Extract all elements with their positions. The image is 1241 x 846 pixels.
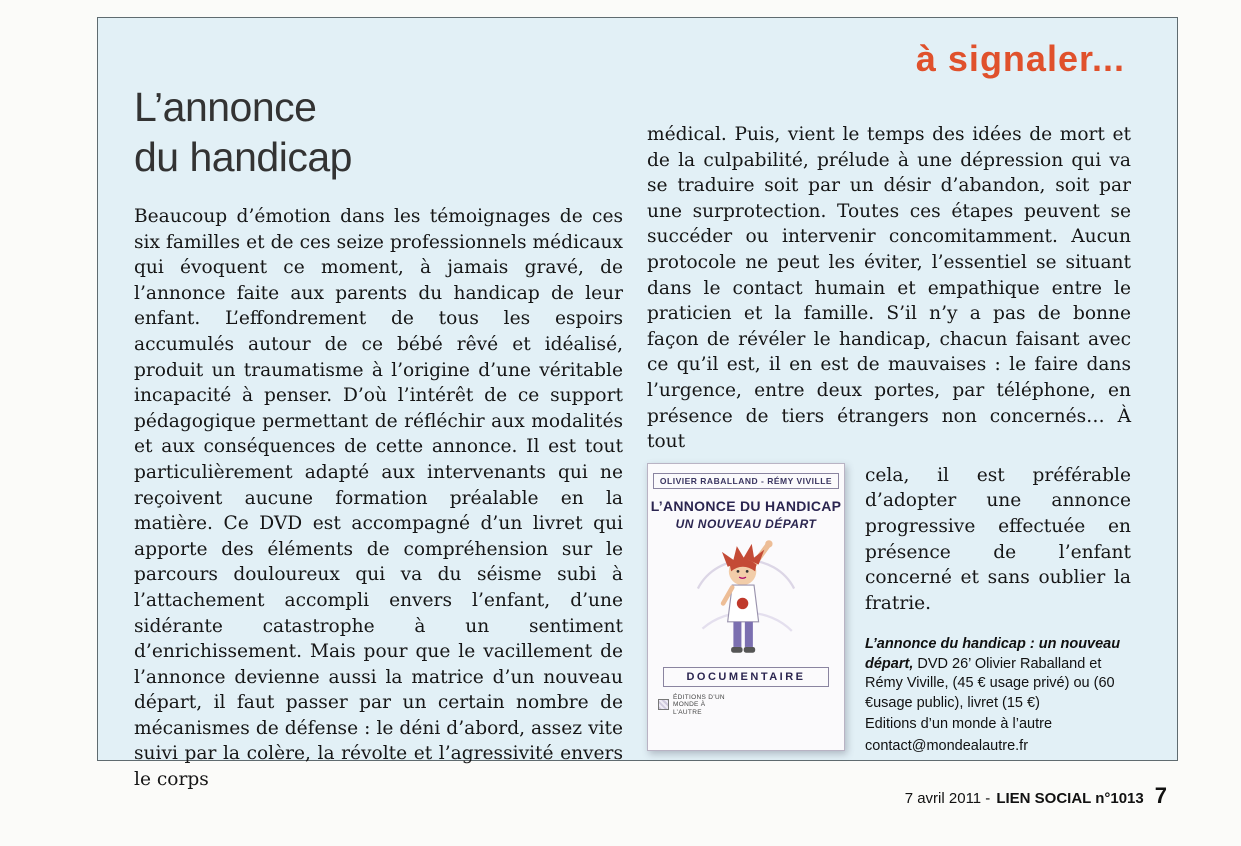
footer-page-number: 7 <box>1154 783 1167 808</box>
dvd-cover-subtitle: UN NOUVEAU DÉPART <box>675 516 817 531</box>
article-right-column <box>647 122 1131 756</box>
dvd-cover-authors: OLIVIER RABALLAND - RÉMY VIVILLE <box>653 473 839 489</box>
media-row <box>647 463 1131 757</box>
page-footer <box>905 783 1167 809</box>
dvd-caption <box>865 635 1131 756</box>
article-right-column-text: médical. Puis, vient le temps des idées de mort et de la culpabilité, prélude à une dépression qui va se traduire soit par un désir d’abandon, soit par une surprotection. Toutes ces étapes peuvent se succéder ou intervenir concomitamment. Aucun protocole ne peut les éviter, l’essentiel se situant dans le contact humain et empathique entre le praticien et la famille. S’il n’y a pas de bonne façon de révéler le handicap, chacun faisant avec ce qu’il est, il en est de mauvaises : le faire dans l’urgence, entre deux portes, par téléphone, en présence de tiers étrangers non concernés… À tout <box>647 124 1131 453</box>
article-title-line1: L’annonce <box>134 84 317 130</box>
footer-date: 7 avril 2011 - <box>904 790 991 807</box>
article-left-column: Beaucoup d’émotion dans les témoignages de ces six familles et de ces seize professionnels médicaux qui évoquent ce moment, à jamais gravé, de l’annonce faite aux parents du handicap de leur enfant. L’effondrement de tous les espoirs accumulés autour de ce bébé rêvé et idéalisé, produit un traumatisme à l’origine d’une véritable incapacité à penser. D’où l’intérêt de ce support pédagogique permettant de réfléchir aux modalités et aux conséquences de cette annonce. Il est tout particulièrement adapté aux intervenants qui ne reçoivent aucune formation préalable en la matière. Ce DVD est accompagné d’un livret qui apporte des éléments de compréhension sur le parcours douloureux qui va du séisme subi à l’attachement accompli envers l’enfant, d’une sidérante catastrophe à un sentiment d’enrichissement. Mais pour que le vacillement de l’annonce devienne aussi la matrice d’un nouveau départ, il faut passer par un certain nombre de mécanismes de défense : le déni d’abord, assez vite suivi par la colère, la révolte et l’agressivité envers le corps <box>134 206 623 791</box>
beside-cover-column <box>865 463 1131 757</box>
article-title <box>134 82 352 182</box>
dvd-cover <box>647 463 845 751</box>
child-illustration <box>687 537 805 663</box>
caption-title: L’annonce du handicap : un nouveau départ, <box>865 636 1121 672</box>
footer-magazine-name: LIEN SOCIAL n°1013 <box>996 790 1144 807</box>
caption-publisher: Editions d’un monde à l’autre <box>865 716 1053 733</box>
dvd-cover-publisher-name: ÉDITIONS D’UN MONDE À L’AUTRE <box>673 693 725 716</box>
article-page-box <box>97 17 1178 791</box>
dvd-cover-genre: DOCUMENTAIRE <box>663 667 828 687</box>
article-title-line2: du handicap <box>134 134 352 180</box>
publisher-logo-icon <box>658 699 669 710</box>
dvd-cover-publisher <box>658 694 731 717</box>
section-label: à signaler... <box>915 38 1125 79</box>
caption-details: DVD 26’ Olivier Raballand et Rémy Viville, (45 € usage privé) ou (60 €usage public), livret (15 €) <box>865 655 1115 711</box>
article-wrap-text: cela, il est préférable d’adopter une annonce progressive effectuée en présence de l’enfant concerné et sans oublier la fratrie. <box>865 464 1131 614</box>
caption-contact-email: contact@mondealautre.fr <box>865 737 1029 754</box>
dvd-cover-title: L’ANNONCE DU HANDICAP <box>650 497 842 514</box>
